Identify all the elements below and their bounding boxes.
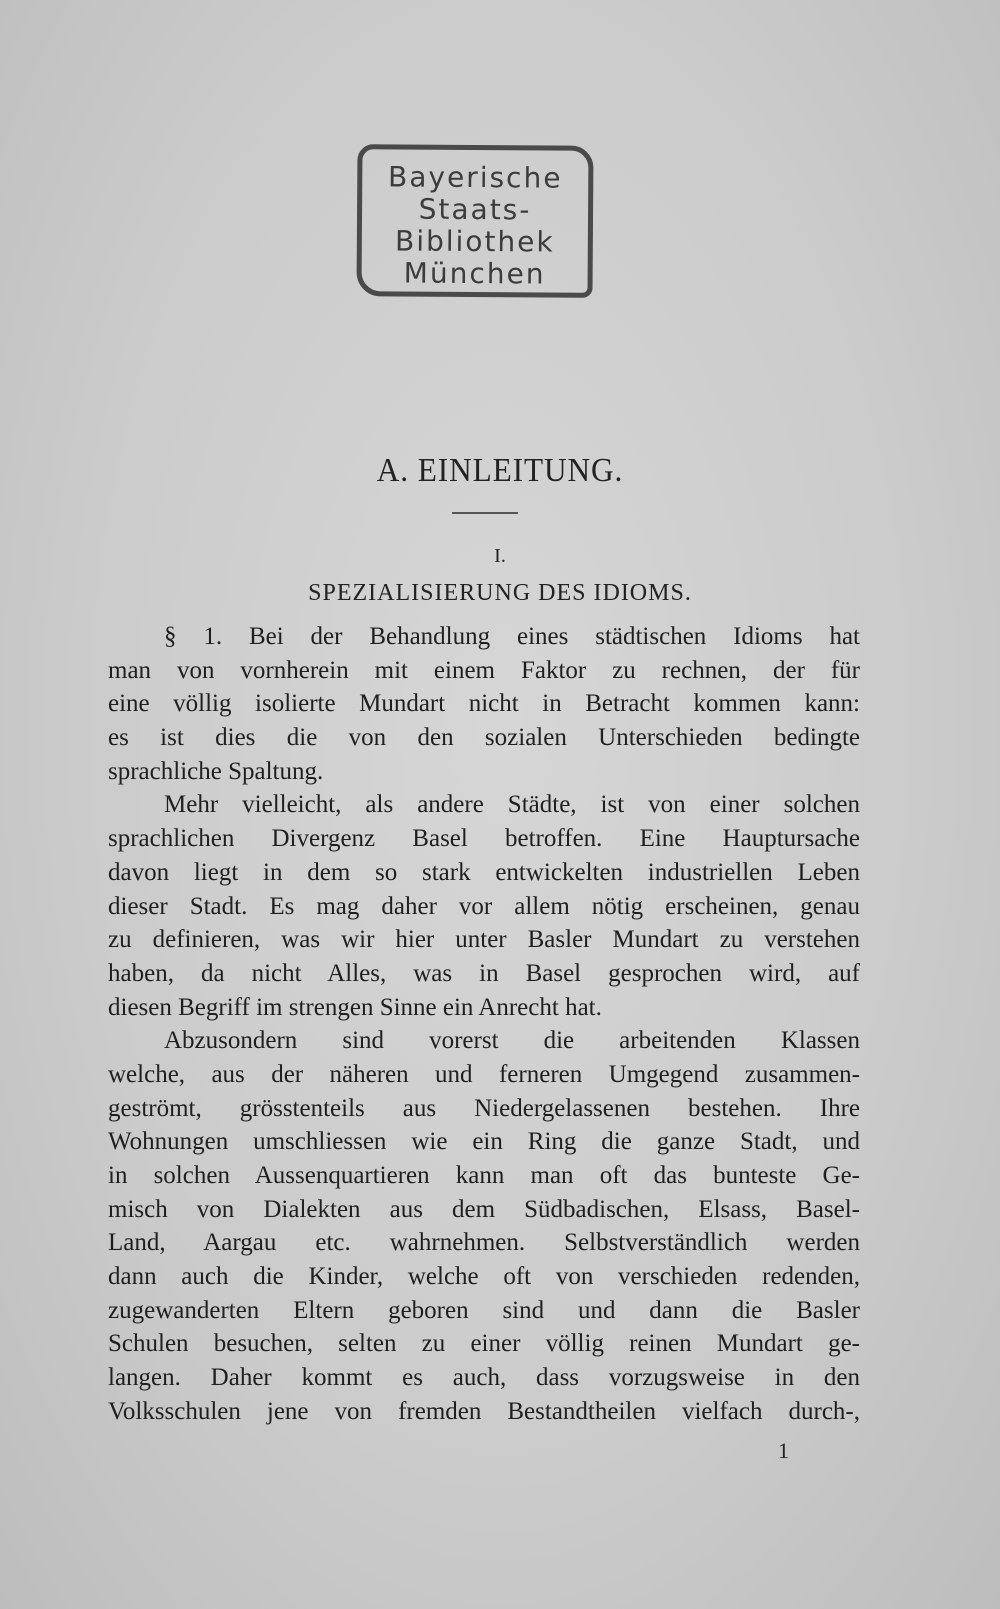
text-line: es ist dies die von den sozialen Unterschieden bedingte (108, 724, 860, 752)
section-title: SPEZIALISIERUNG DES IDIOMS. (308, 580, 692, 606)
body-text (108, 620, 860, 1429)
text-line: Schulen besuchen, selten zu einer völlig reinen Mundart ge- (108, 1330, 860, 1358)
stamp-line: Bibliothek (394, 224, 555, 259)
library-stamp (356, 144, 593, 298)
text-line: Wohnungen umschliessen wie ein Ring die ganze Stadt, und (108, 1128, 860, 1156)
text-line: in solchen Aussenquartieren kann man oft das bunteste Ge- (108, 1162, 860, 1189)
text-line: Volksschulen jene von fremden Bestandtheilen vielfach durch-, (108, 1397, 860, 1425)
text-line: davon liegt in dem so stark entwickelten industriellen Leben (108, 858, 860, 886)
stamp-line: Bayerische (387, 160, 563, 195)
text-line: dieser Stadt. Es mag daher vor allem nötig erscheinen, genau (108, 892, 860, 920)
text-line: Mehr vielleicht, als andere Städte, ist von einer solchen (164, 791, 860, 819)
text-line: sprachlichen Divergenz Basel betroffen. Eine Hauptursache (108, 825, 860, 853)
text-line: geströmt, grösstenteils aus Niedergelassenen bestehen. Ihre (108, 1094, 860, 1122)
text-line: haben, da nicht Alles, was in Basel gesprochen wird, auf (108, 959, 860, 987)
text-line: sprachliche Spaltung. (108, 757, 324, 785)
stamp-line: Staats- (418, 192, 532, 227)
text-line: welche, aus der näheren und ferneren Umgegend zusammen- (108, 1060, 860, 1088)
text-line: Abzusondern sind vorerst die arbeitenden Klassen (164, 1027, 860, 1055)
text-line: Land, Aargau etc. wahrnehmen. Selbstverständlich werden (108, 1229, 860, 1257)
text-line: diesen Begriff im strengen Sinne ein Anrecht hat. (108, 993, 602, 1021)
text-line: eine völlig isolierte Mundart nicht in Betracht kommen kann: (108, 690, 860, 718)
stamp-line: München (403, 256, 546, 291)
section-numeral: I. (494, 545, 506, 567)
text-line: dann auch die Kinder, welche oft von verschieden redenden, (108, 1263, 860, 1291)
text-line: misch von Dialekten aus dem Südbadischen, Elsass, Basel- (108, 1195, 860, 1223)
text-line: zugewanderten Eltern geboren sind und dann die Basler (108, 1296, 860, 1324)
text-line: langen. Daher kommt es auch, dass vorzugsweise in den (108, 1364, 860, 1392)
heading-divider (452, 512, 518, 514)
text-line: zu definieren, was wir hier unter Basler Mundart zu verstehen (108, 926, 860, 954)
chapter-heading: A. EINLEITUNG. (376, 452, 624, 489)
text-line: § 1. Bei der Behandlung eines städtischen Idioms hat (164, 623, 860, 650)
page-number: 1 (778, 1438, 789, 1463)
text-line: man von vornherein mit einem Faktor zu rechnen, der für (108, 656, 860, 684)
